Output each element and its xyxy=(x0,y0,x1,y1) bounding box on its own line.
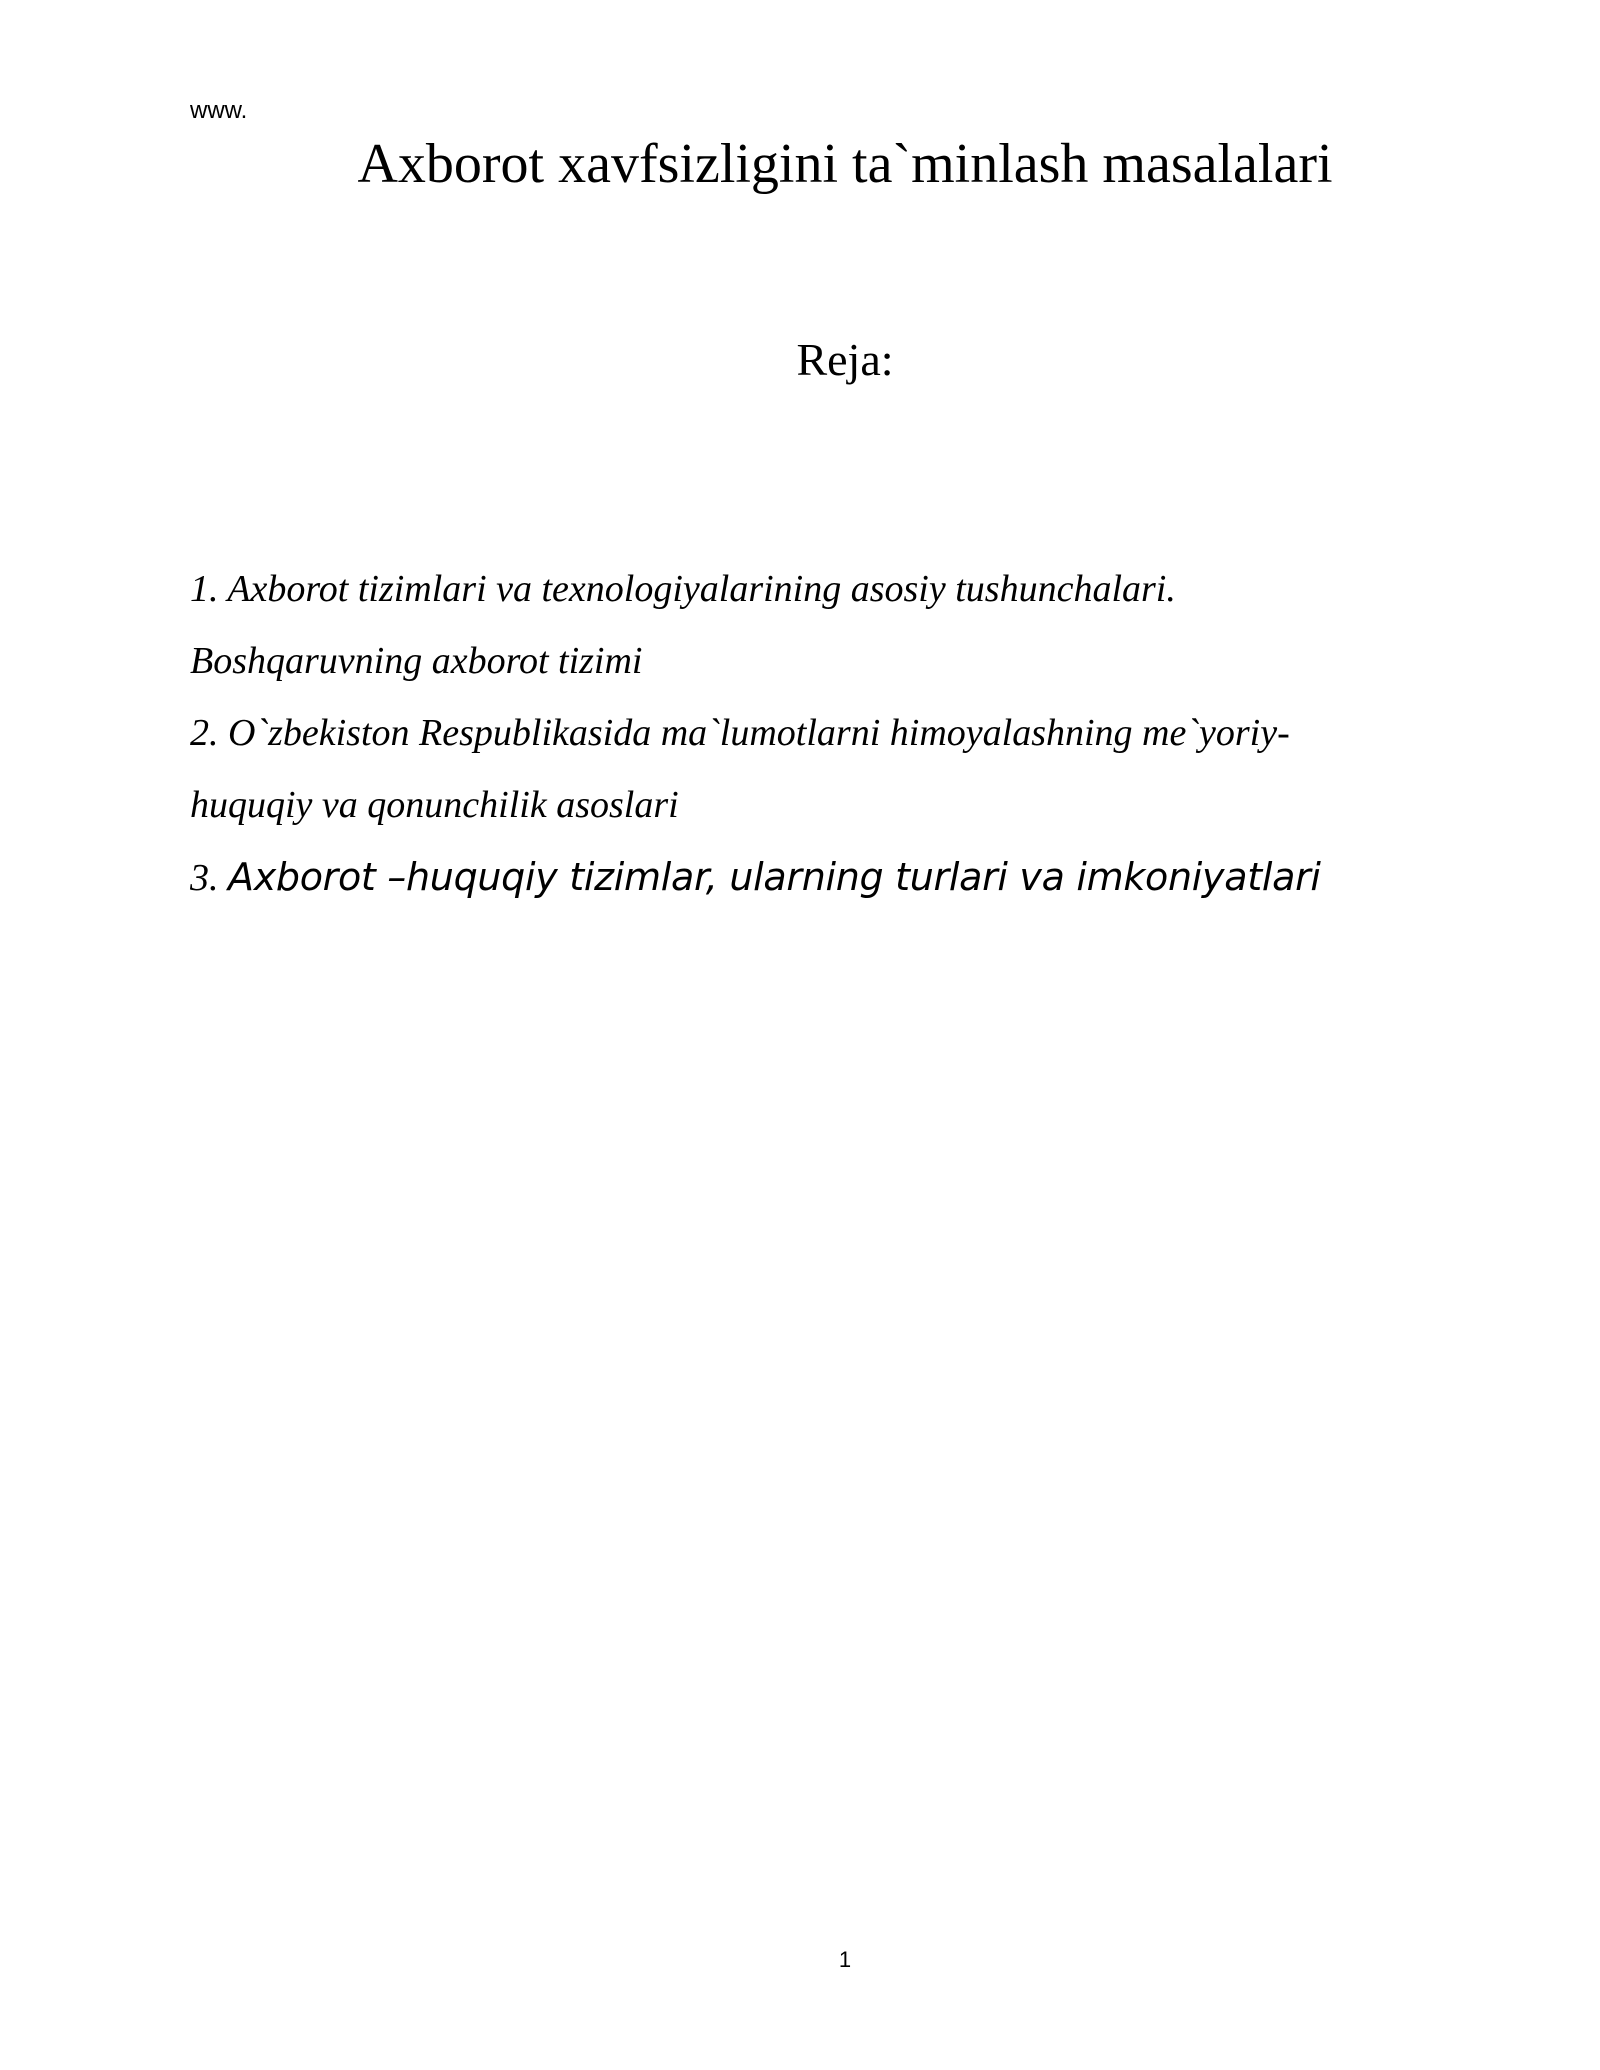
plan-item-2-line-1: 2. O`zbekiston Respublikasida ma`lumotlarni himoyalashning me`yoriy- xyxy=(190,712,1290,754)
plan-item-1-line-1: 1. Axborot tizimlari va texnologiyalarining asosiy tushunchalari. xyxy=(190,568,1176,610)
plan-item-3-number: 3. xyxy=(190,857,228,899)
plan-list xyxy=(190,553,1450,914)
plan-heading: Reja: xyxy=(796,334,894,385)
header-url-text: www. xyxy=(190,97,248,124)
plan-item-3 xyxy=(190,841,1450,914)
plan-item-1-line-2: Boshqaruvning axborot tizimi xyxy=(190,640,643,682)
plan-item-2-line-2: huquqiy va qonunchilik asoslari xyxy=(190,784,679,826)
document-title: Axborot xavfsizligini ta`minlash masalalari xyxy=(357,133,1333,195)
page-number: 1 xyxy=(838,1947,852,1972)
plan-item-3-text: Axborot –huquqiy tizimlar, ularning turlari va imkoniyatlari xyxy=(228,855,1321,899)
